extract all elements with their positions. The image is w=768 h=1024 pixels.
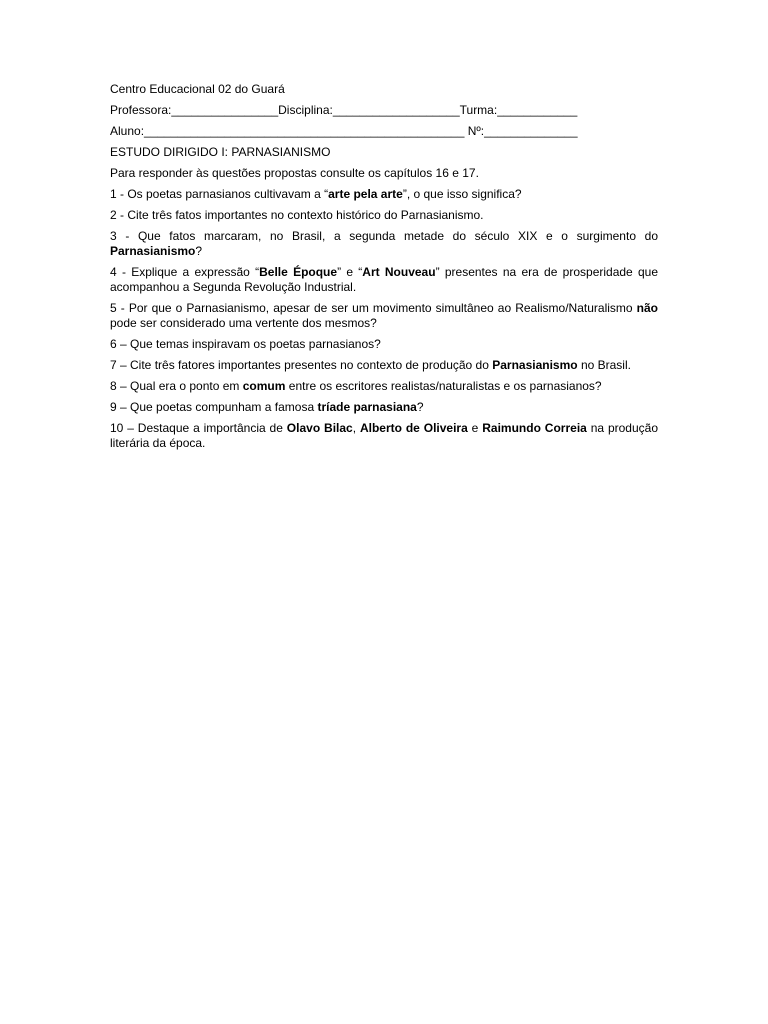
question-9: 9 – Que poetas compunham a famosa tríade parnasiana?	[110, 400, 424, 414]
aluno-number-line: Aluno:________________________________________________ Nº:______________	[110, 124, 578, 138]
question-10: 10 – Destaque a importância de Olavo Bilac, Alberto de Oliveira e Raimundo Correia na produção literária da época.	[110, 421, 658, 450]
worksheet-content	[110, 82, 658, 457]
question-2: 2 - Cite três fatos importantes no contexto histórico do Parnasianismo.	[110, 208, 484, 222]
question-7: 7 – Cite três fatores importantes presentes no contexto de produção do Parnasianismo no Brasil.	[110, 358, 631, 372]
question-8: 8 – Qual era o ponto em comum entre os escritores realistas/naturalistas e os parnasianos?	[110, 379, 602, 393]
question-3: 3 - Que fatos marcaram, no Brasil, a segunda metade do século XIX e o surgimento do Parnasianismo?	[110, 229, 658, 258]
question-4: 4 - Explique a expressão “Belle Époque” e “Art Nouveau” presentes na era de prosperidade que acompanhou a Segunda Revolução Industrial.	[110, 265, 659, 294]
worksheet-title: ESTUDO DIRIGIDO I: PARNASIANISMO	[110, 145, 331, 159]
question-5: 5 - Por que o Parnasianismo, apesar de ser um movimento simultâneo ao Realismo/Naturalismo não pode ser considerado uma vertente dos mesmos?	[110, 301, 658, 330]
instructions: Para responder às questões propostas consulte os capítulos 16 e 17.	[110, 166, 479, 180]
school-name: Centro Educacional 02 do Guará	[110, 82, 285, 96]
question-6: 6 – Que temas inspiravam os poetas parnasianos?	[110, 337, 381, 351]
professora-discipline-turma-line: Professora:________________Disciplina:___________________Turma:____________	[110, 103, 578, 117]
question-1: 1 - Os poetas parnasianos cultivavam a “arte pela arte”, o que isso significa?	[110, 187, 522, 201]
